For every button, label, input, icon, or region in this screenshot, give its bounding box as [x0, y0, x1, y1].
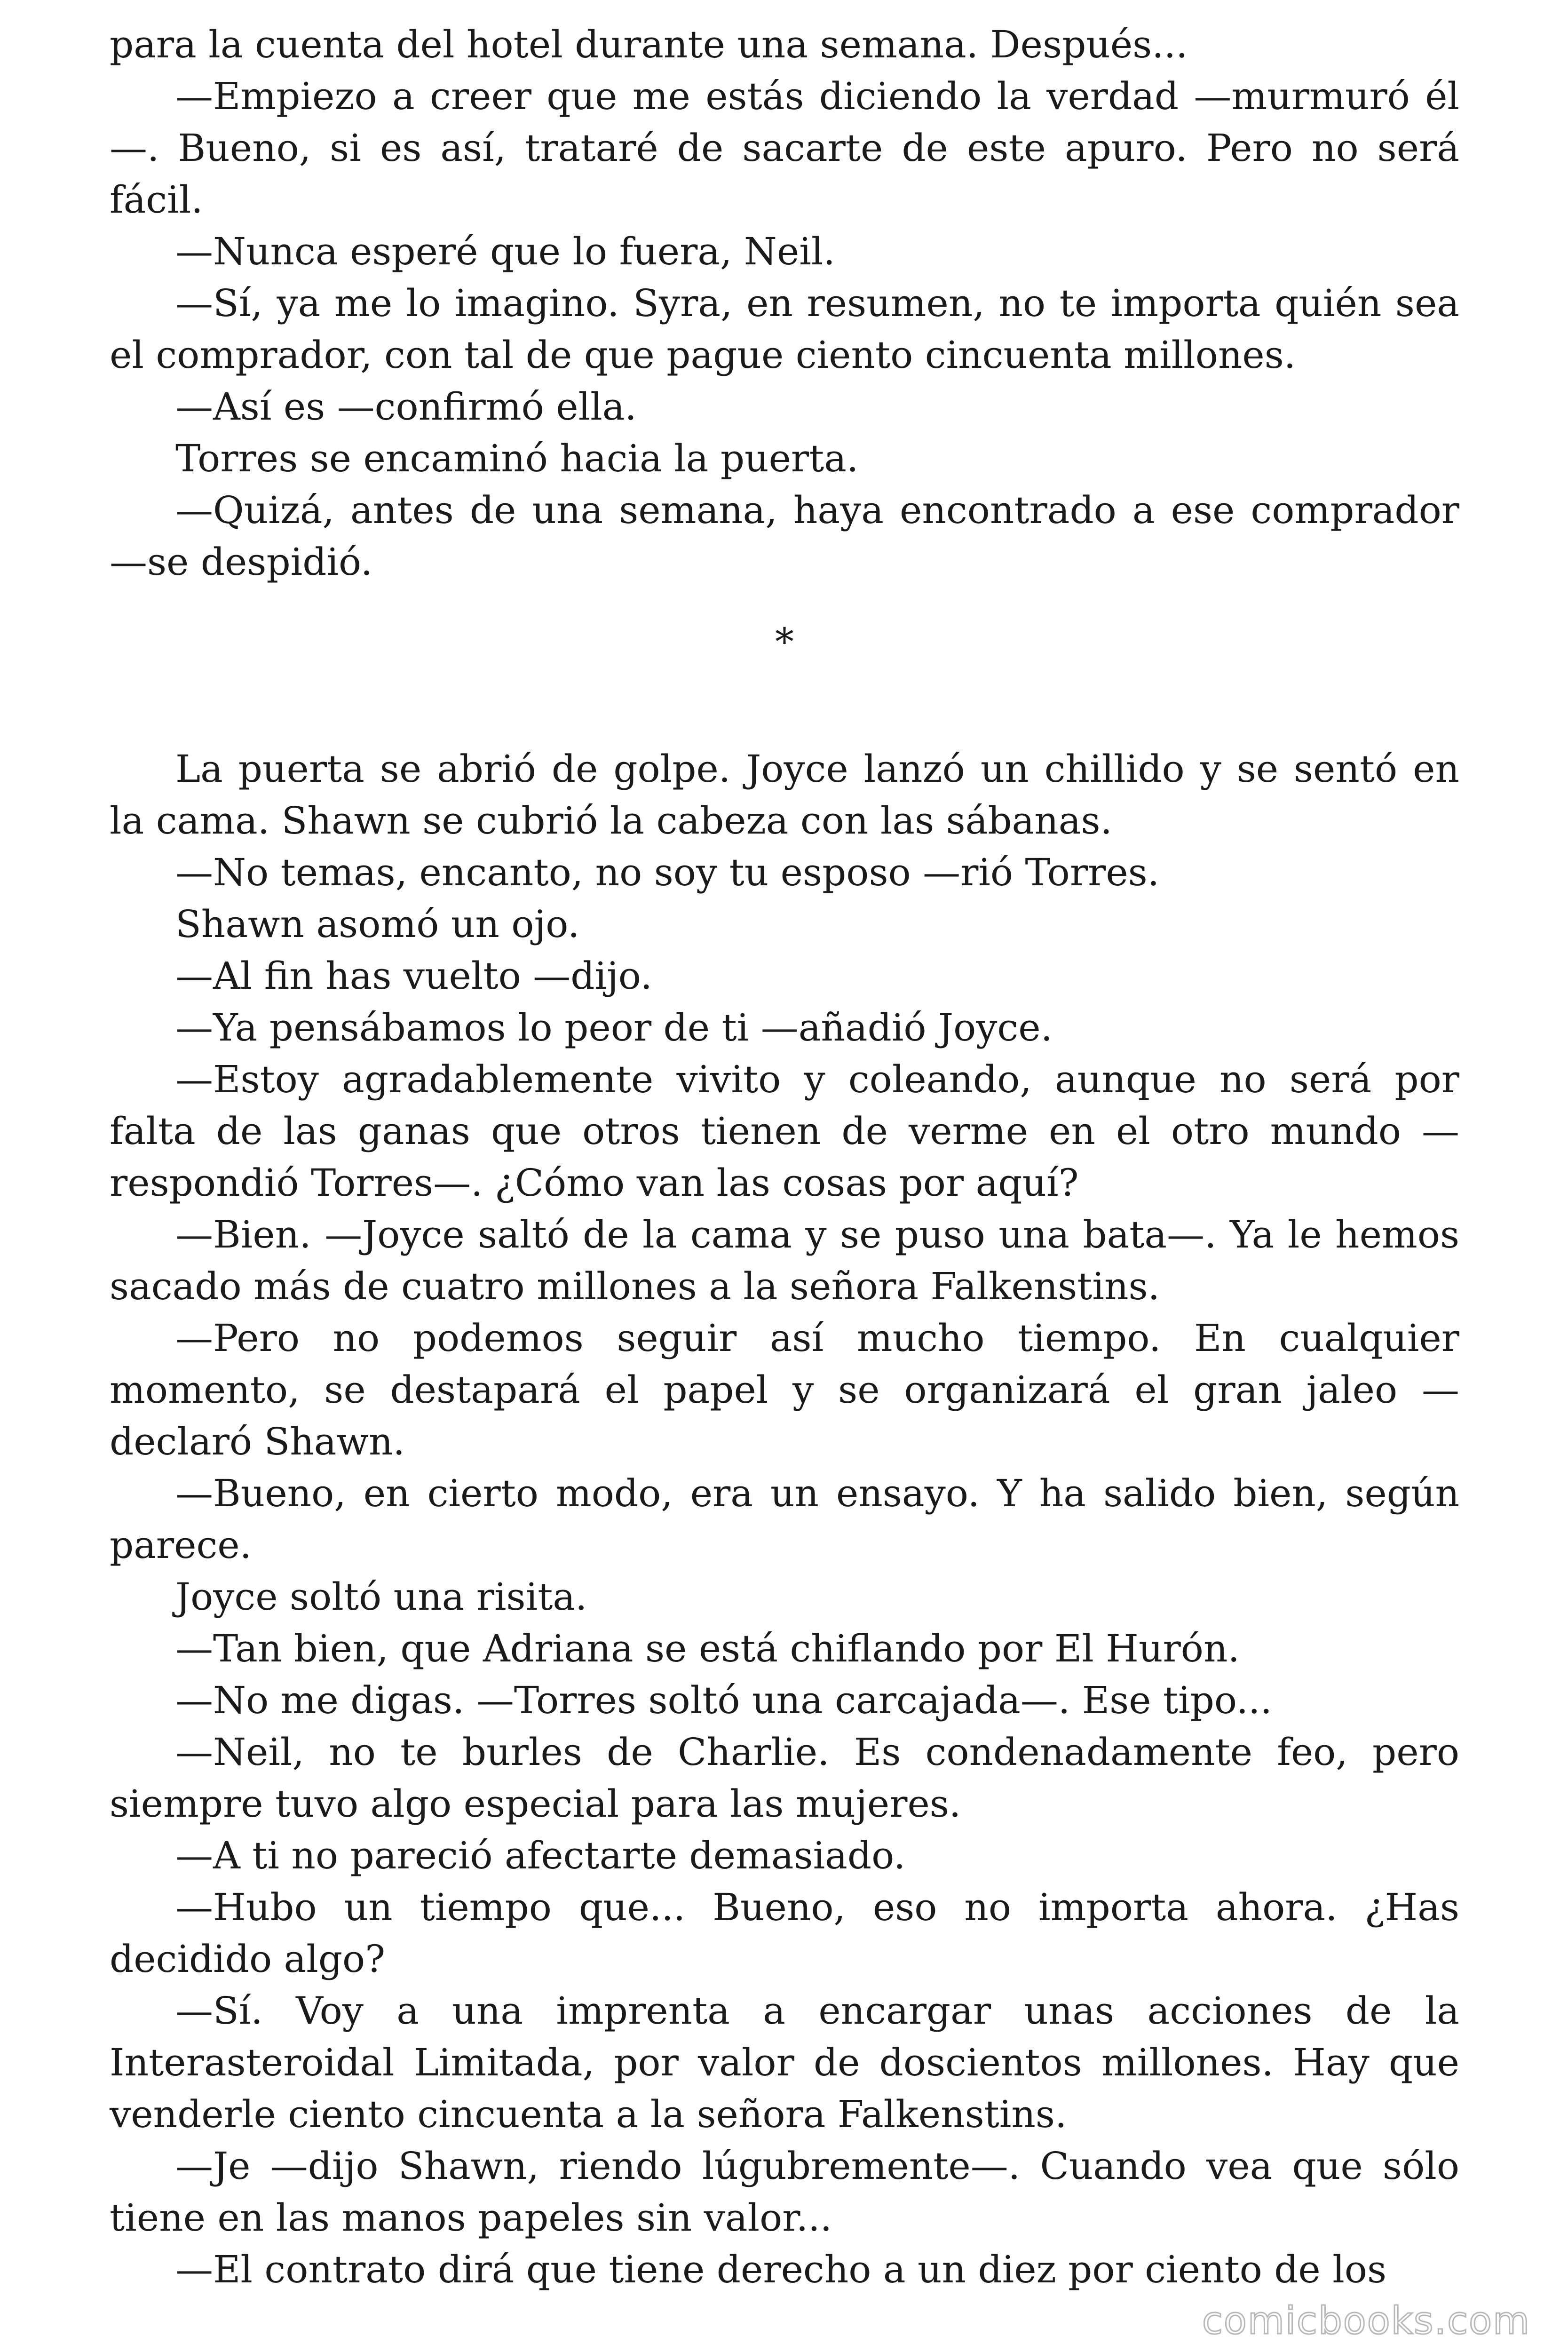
- paragraph: —Ya pensábamos lo peor de ti —añadió Joyce.: [175, 1006, 1053, 1049]
- paragraph: —Estoy agradablemente vivito y coleando, aunque no será por falta de las ganas que otros tienen de verme en el otro mundo — respondió Torres—. ¿Cómo van las cosas por aquí?: [110, 1057, 1459, 1205]
- paragraph: —Je —dijo Shawn, riendo lúgubremente—. Cuando vea que sólo tiene en las manos papeles sin valor...: [110, 2144, 1459, 2240]
- paragraph: Joyce soltó una risita.: [175, 1575, 587, 1619]
- paragraph: —Neil, no te burles de Charlie. Es condenadamente feo, pero siempre tuvo algo especial para las mujeres.: [110, 1730, 1459, 1826]
- paragraph: —Pero no podemos seguir así mucho tiempo. En cualquier momento, se destapará el papel y se organizará el gran jaleo — declaró Shawn.: [110, 1316, 1459, 1463]
- paragraph: —Al fin has vuelto —dijo.: [175, 954, 652, 998]
- paragraph: —Empiezo a creer que me estás diciendo la verdad —murmuró él —. Bueno, si es así, trataré de sacarte de este apuro. Pero no será fácil.: [110, 74, 1459, 222]
- section-separator: *: [775, 620, 794, 664]
- paragraph: —Bien. —Joyce saltó de la cama y se puso una bata—. Ya le hemos sacado más de cuatro millones a la señora Falkenstins.: [110, 1213, 1459, 1308]
- paragraph: para la cuenta del hotel durante una semana. Después...: [110, 23, 1188, 66]
- paragraph: —El contrato dirá que tiene derecho a un diez por ciento de los: [175, 2248, 1386, 2291]
- paragraph: —No temas, encanto, no soy tu esposo —rió Torres.: [175, 850, 1160, 894]
- paragraph: —Bueno, en cierto modo, era un ensayo. Y ha salido bien, según parece.: [110, 1471, 1459, 1567]
- paragraph: —A ti no pareció afectarte demasiado.: [175, 1834, 906, 1877]
- paragraph: —Quizá, antes de una semana, haya encontrado a ese comprador —se despidió.: [110, 488, 1459, 584]
- book-page: [110, 19, 1459, 2296]
- watermark: comicbooks.com: [1202, 2299, 1530, 2343]
- paragraph: —No me digas. —Torres soltó una carcajada—. Ese tipo...: [175, 1678, 1272, 1722]
- paragraph: Torres se encaminó hacia la puerta.: [175, 437, 859, 480]
- paragraph: —Sí. Voy a una imprenta a encargar unas acciones de la Interasteroidal Limitada, por valor de doscientos millones. Hay que venderle ciento cincuenta a la señora Falkenstins.: [110, 1989, 1459, 2136]
- paragraph: Shawn asomó un ojo.: [175, 902, 580, 946]
- paragraph: —Tan bien, que Adriana se está chiflando por El Hurón.: [175, 1627, 1240, 1670]
- paragraph: La puerta se abrió de golpe. Joyce lanzó un chillido y se sentó en la cama. Shawn se cubrió la cabeza con las sábanas.: [110, 747, 1459, 842]
- paragraph: —Nunca esperé que lo fuera, Neil.: [175, 230, 835, 273]
- paragraph: —Hubo un tiempo que... Bueno, eso no importa ahora. ¿Has decidido algo?: [110, 1885, 1459, 1981]
- paragraph: —Así es —confirmó ella.: [175, 385, 637, 429]
- paragraph: —Sí, ya me lo imagino. Syra, en resumen, no te importa quién sea el comprador, con tal de que pague ciento cincuenta millones.: [110, 281, 1459, 377]
